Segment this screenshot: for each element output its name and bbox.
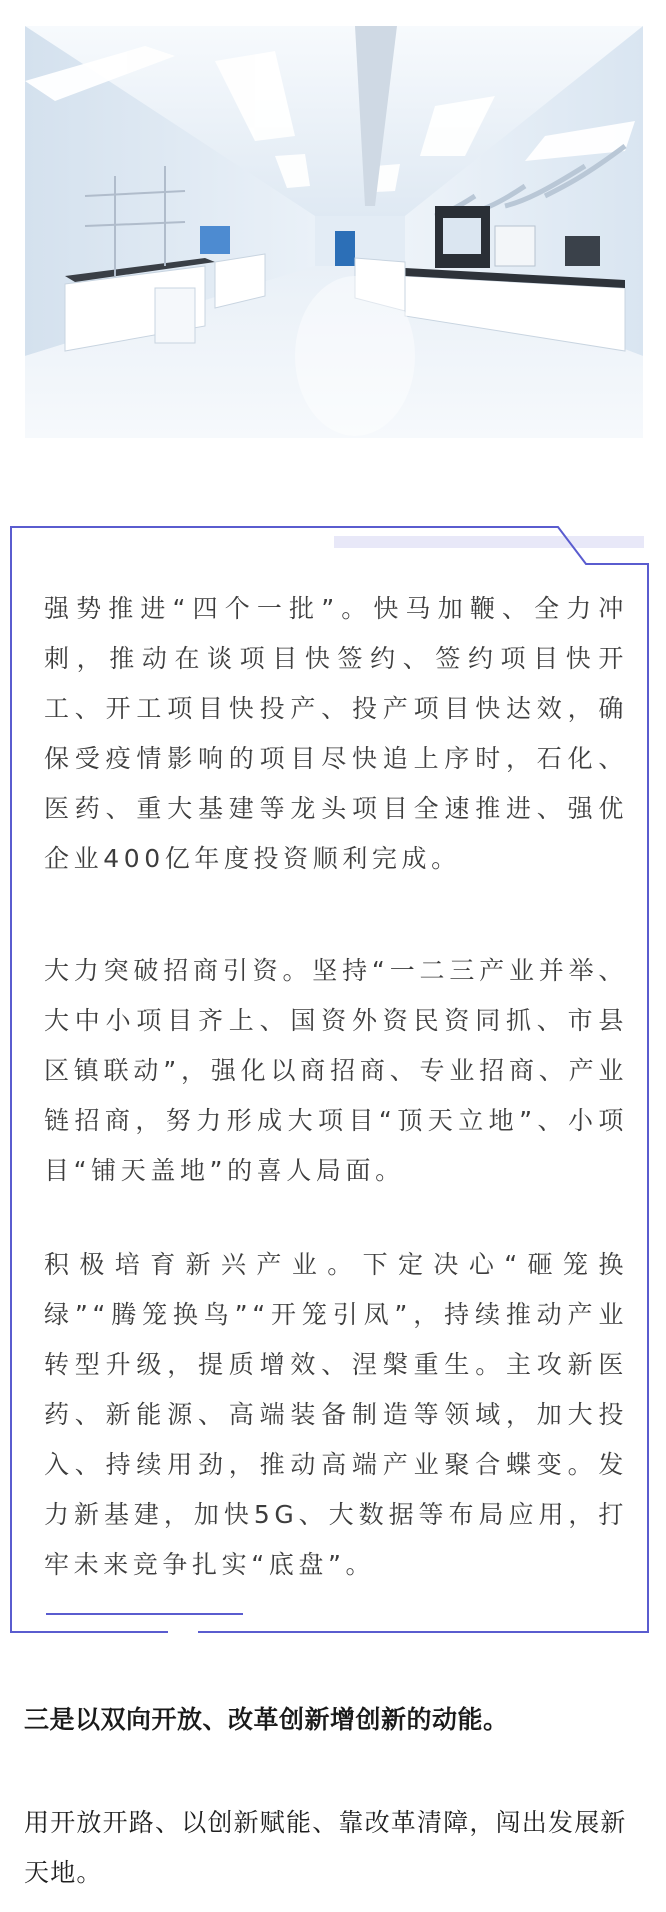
highlight-card [8,524,658,1634]
card-paragraph: 积极培育新兴产业。下定决心“砸笼换绿”“腾笼换鸟”“开笼引凤”，持续推动产业转型升级，提质增效、涅槃重生。主攻新医药、新能源、高端装备制造等领域，加大投入、持续用劲，推动高端产业聚合蝶变。发力新基建，加快5G、大数据等布局应用，打牢未来竞争扎实“底盘”。 [44,1250,628,1579]
laboratory-photo-icon [25,26,643,438]
section-heading: 三是以双向开放、改革创新增创新的动能。 [24,1705,509,1734]
hero-lab-photo [25,26,643,438]
section-body: 用开放开路、以创新赋能、靠改革清障，闯出发展新天地。 [24,1808,627,1887]
card-paragraph: 大力突破招商引资。坚持“一二三产业并举、大中小项目齐上、国资外资民资同抓、市县区镇联动”，强化以商招商、专业招商、产业链招商，努力形成大项目“顶天立地”、小项目“铺天盖地”的喜人局面。 [44,956,628,1185]
card-paragraph: 强势推进“四个一批”。快马加鞭、全力冲刺，推动在谈项目快签约、签约项目快开工、开工项目快投产、投产项目快达效，确保受疫情影响的项目尽快追上序时，石化、医药、重大基建等龙头项目全速推进、强优企业400亿年度投资顺利完成。 [44,594,628,873]
